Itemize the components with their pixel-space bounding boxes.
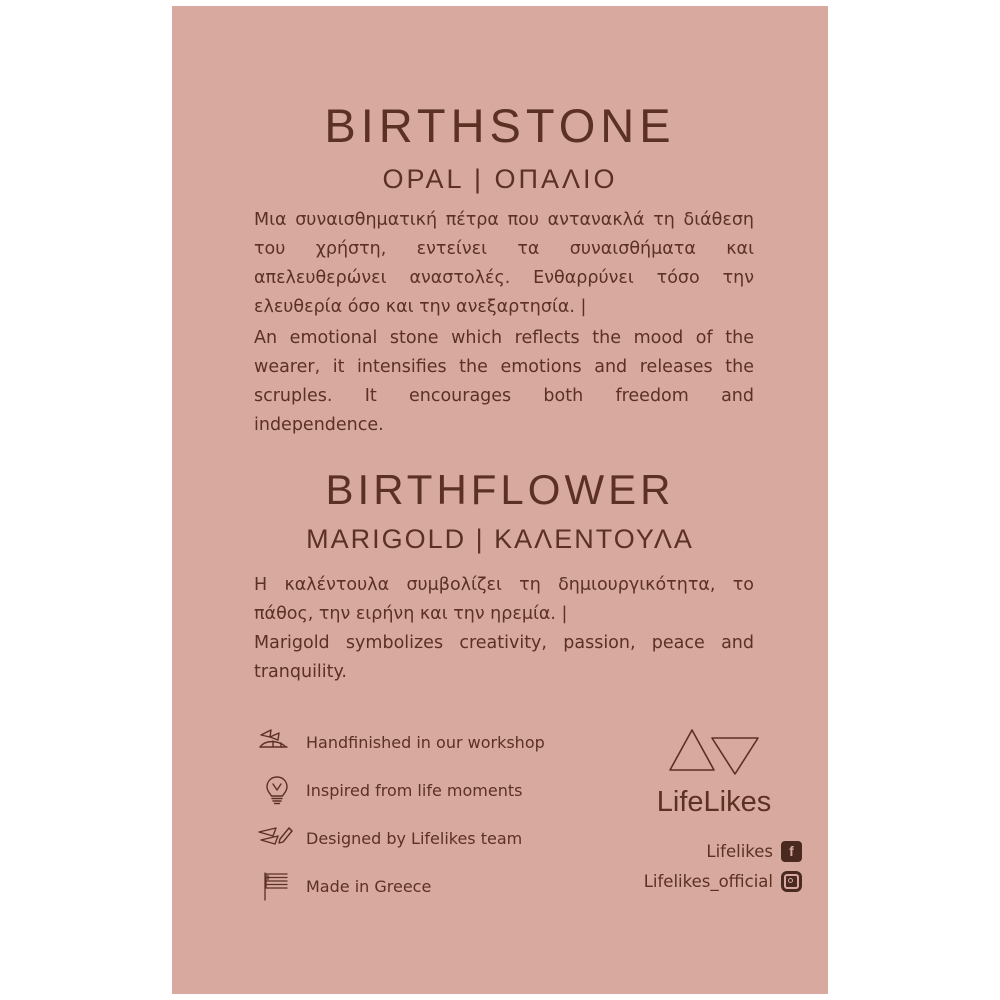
brand-block [624,724,804,819]
feature-label: Designed by Lifelikes team [306,828,523,848]
instagram-handle: Lifelikes_official [643,871,773,891]
birthstone-subtitle: OPAL | ΟΠΑΛΙΟ [382,164,618,194]
birthstone-title: BIRTHSTONE [324,99,676,152]
feature-item [254,766,594,814]
hand-workshop-icon [254,724,300,760]
birthflower-subtitle: MARIGOLD | ΚΑΛΕΝΤΟΥΛΑ [306,524,694,554]
feature-item [254,862,594,910]
facebook-handle: Lifelikes [706,841,773,861]
facebook-glyph: f [789,843,794,859]
feature-item [254,814,594,862]
greek-flag-icon [254,868,300,904]
birthstone-english-paragraph: An emotional stone which reflects the mood of the wearer, it intensifies the emotions and releases the scruples. It encourages both freedom and independence. [254,328,754,435]
social-links [602,836,802,896]
lifelikes-triangles-logo-icon [624,724,804,784]
birthstone-greek-paragraph: Μια συναισθηματική πέτρα που αντανακλά τη διάθεση του χρήστη, εντείνει τα συναισθήματα και απελευθερώνει αναστολές. Ενθαρρύνει τόσο την ελευθερία όσο και την ανεξαρτησία. | [254,210,754,317]
birthflower-title: BIRTHFLOWER [325,466,675,513]
social-link-instagram[interactable] [602,866,802,896]
instagram-glyph [784,874,799,889]
feature-item [254,718,594,766]
pencil-design-icon [254,820,300,856]
feature-label: Made in Greece [306,876,432,896]
lightbulb-icon [254,772,300,808]
feature-label: Handfinished in our workshop [306,732,545,752]
features-list [254,718,594,910]
product-info-card [172,6,828,994]
birthflower-greek-paragraph: Η καλέντουλα συμβολίζει τη δημιουργικότητα, το πάθος, την ειρήνη και την ηρεμία. | [254,575,754,624]
facebook-icon[interactable] [781,841,802,862]
instagram-icon[interactable] [781,871,802,892]
birthflower-english-paragraph: Marigold symbolizes creativity, passion, peace and tranquility. [254,633,754,682]
feature-label: Inspired from life moments [306,780,523,800]
brand-name: LifeLikes [656,786,772,818]
social-link-facebook[interactable] [602,836,802,866]
